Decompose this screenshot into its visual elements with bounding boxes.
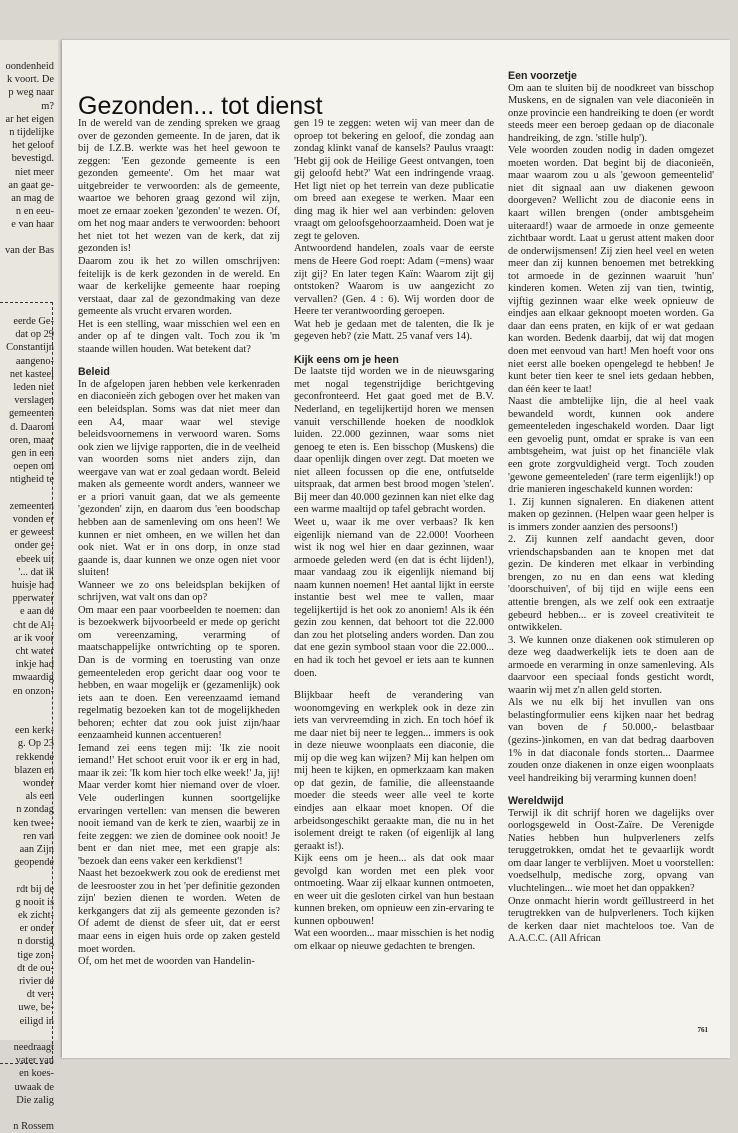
previous-page-line: p weg naar bbox=[8, 87, 54, 99]
paragraph: 2. Zij kunnen zelf aandacht geven, door vriendschapsbanden aan te knopen met dat gezin. De kinderen met elkaar in verbinding brengen, zo nu en dan eens wat kleding 'doorschuiven', of bij tijd en wijle eens een attentie brengen, als we zelf ook een extraatje gebeurd hebben... er is zoveel creativiteit te ontwikkelen. bbox=[508, 534, 714, 634]
previous-page-line: onder ge- bbox=[14, 540, 54, 552]
article-title: Gezonden... tot dienst bbox=[78, 92, 323, 120]
previous-page-line: Die zalig bbox=[16, 1094, 54, 1106]
previous-page-line: en koes- bbox=[19, 1068, 54, 1080]
paragraph: Of, om het met de woorden van Handelin- bbox=[78, 956, 255, 968]
previous-page-line: als een bbox=[25, 791, 54, 803]
paragraph: Weet u, waar ik me over verbaas? Ik ken eigenlijk niemand van de 22.000! Voorheen wist ik nog wel hier en daar gezinnen, waar armoede geleden werd (en dat is écht lijden!), maar vandaag zou ik eigenlijk niemand bij naam kunnen noemen! Het aantal lijkt in eerste instantie best wel mee te vallen, maar tegelijkertijd is het ook zo anoniem! Als ik één gezin zou kennen, dat behoort tot die 22.000 dan zou het plotseling anders worden. Dan zou dat ene gezin symbool staan voor die 22.000... en had ik toch het gevoel er iets aan te kunnen doen. bbox=[294, 516, 494, 679]
section-heading: Wereldwijd bbox=[508, 795, 564, 808]
previous-page-line: bevestigd. bbox=[11, 153, 54, 165]
previous-page-line: rekkende bbox=[15, 751, 54, 763]
paragraph: Als we nu elk bij het invullen van ons belastingformulier eens kijken naar het bedrag van boven de ƒ 50.000,- belastbaar (gezins-)inkomen, en van dat bedrag daarboven 1% in dat diaconale fonds storten... Daarmee zouden onze diakenen in onze eigen woonplaats veel handreiking bij verarming kunnen doen! bbox=[508, 697, 714, 784]
previous-page-line: eiligd in bbox=[19, 1015, 54, 1027]
previous-page-line: Constantijn bbox=[6, 342, 54, 354]
previous-page-line: ar ik voor bbox=[13, 632, 54, 644]
previous-page-line: ntigheid te bbox=[9, 474, 54, 486]
magazine-page bbox=[62, 40, 730, 1058]
previous-page-line: ken twee- bbox=[13, 817, 54, 829]
previous-page-line: dat op 29 bbox=[15, 329, 54, 341]
previous-page-line: d. Daarom bbox=[10, 421, 54, 433]
previous-page-line: vater van bbox=[15, 1055, 54, 1067]
paragraph: Wanneer we zo ons beleidsplan bekijken of schrijven, wat valt ons dan op? bbox=[78, 579, 280, 604]
previous-page-line: uwe, be- bbox=[18, 1002, 54, 1014]
paragraph: Blijkbaar heeft de verandering van woonomgeving en werkplek ook in deze zin iets van vervreemding in zich. En toch hóef ik me daar niet bij neer te leggen... immers is ook in deze nieuwe woonplaats een diaconie, die mij op die weg kan wijzen? Mij kan helpen om mij heen te kijken, en opmerkzaam kan maken op dat gezin, de familie, die alleenstaande moeder die steeds weer alle veel te korte eindjes aan elkaar moet knopen. Of die arbeidsongeschikt geraakte man, die nu in het isolement dreigt te raken (of eigenlijk al lang geraakt is!). bbox=[294, 690, 494, 852]
paragraph: In de afgelopen jaren hebben vele kerkenraden en diaconieën zich gebogen over het maken van een beleidsplan. Soms was dat niet meer dan een A4, maar waar wel stevige beleidsvoornemens in verwoord waren. Soms ook zien we lijvige rapporten, die in de veelheid van woorden soms niet anders zijn, dan weergave van wat er zoal gedaan wordt. Beleid maken als gemeente wordt anders, wanneer we er a priori vanuit gaan, dat we als gemeente 'gezonden' zijn, en daarom dus 'een boodschap hebben aan de samenleving om ons heen'! We kunnen er niet omheen, en we willen het dan ook niet. Wat er in ons dorp, in onze stad gaande is, daar kunnen we onze ogen niet voor sluiten! bbox=[78, 378, 280, 579]
paragraph: Naast het bezoekwerk zou ook de eredienst met de leesrooster zou in het 'per definitie gezonden zijn' bezien dienen te worden. Weten de kerkgangers dat zij als gemeente gezonden is? Of ademt de dienst de sfeer uit, dat er eerst maar eens in eigen huis orde op zaken gesteld moet worden. bbox=[78, 868, 280, 955]
previous-page-line: inkje had bbox=[15, 659, 54, 671]
previous-page-line: m? bbox=[41, 100, 54, 112]
previous-page-line: net kasteel bbox=[9, 368, 54, 380]
previous-page-line: wonder bbox=[22, 778, 54, 789]
previous-page-line: oepen om bbox=[13, 461, 54, 473]
previous-page-line: gemeenten bbox=[8, 408, 54, 420]
paragraph: gen 19 te zeggen: weten wij van meer dan de oproep tot bekering en geloof, die zondag aan zondag klinkt vanaf de kansels? Paulus vraagt: 'Hebt gij ook de Heilige Geest ontvangen, toen gij geloofd hebt?' Wat een indringende vraag. Het ligt niet op het terrein van deze publicatie om breed aan exegese te werken. Maar een ding mag ik hier wel aan verbinden: geloven vraagt om geloofsgehoorzaamheid. Doen wat je zegt te geloven. bbox=[294, 118, 494, 242]
previous-page-line: pperwater bbox=[12, 593, 54, 605]
previous-page-line: n dorstig bbox=[17, 936, 54, 948]
previous-page-line: verslagen bbox=[14, 395, 54, 407]
paragraph: Antwoordend handelen, zoals vaar de eerste mens de Heere God roept: Adam (=mens) waar zijt gij? En later tegen Kaïn: Waarom zijt gij ontstoken? Waarom is uw aangezicht zo vervallen? (Gen. 4 : 6). Wij worden door de Heere ter verantwoording geroepen. bbox=[294, 243, 494, 318]
paragraph-gap bbox=[78, 356, 280, 366]
column-1 bbox=[78, 118, 280, 969]
section-heading: Beleid bbox=[78, 366, 110, 379]
section-heading: Een voorzetje bbox=[508, 70, 577, 82]
previous-page-line: ebeek uit bbox=[16, 553, 54, 565]
previous-page-line: an mag de bbox=[11, 193, 54, 204]
column-3 bbox=[508, 70, 714, 946]
previous-page-line: uwaak de bbox=[14, 1081, 54, 1093]
paragraph: Om aan te sluiten bij de noodkreet van bisschop Muskens, en de signalen van vele diaconieën in onze provincie een handreiking te doen (er wordt steeds meer een beroep gedaan op de diaconale handreiking, de zgn. 'stille hulp'). bbox=[508, 82, 714, 144]
paragraph: Iemand zei eens tegen mij: 'Ik zie nooit iemand!' Het schoot eruit voor ik er erg in had, maar ik zei: 'Ik kom hier toch elke week!' Ja, jij! Maar verder komt hier niemand over de vloer. Vele ouderlingen kunnen soortgelijke ervaringen vertellen: van mensen die beweren nooit iemand van de kerk te zien, waarbij ze in feite zeggen: we zien de dominee ook nooit! Je bent er dan niet mee, met een grapje als: 'bezoek dan eens vaker een kerkdienst'! bbox=[78, 742, 280, 867]
previous-page-line: k voort. De bbox=[6, 74, 54, 86]
paragraph: In de wereld van de zending spreken we graag over de gezonden gemeente. In de jaren, dat ik bij de I.Z.B. werkte was het heel gewoon te zeggen: 'Een gezonde gemeente is een gezonden gemeente'. Om het maar wat uitgebreider te verwoorden: als de gemeente, waartoe we behoren graag gezond wil zijn, moet ze ernaar zoeken 'gezonden' te wezen. Of, om het nog maar anders te verwoorden: behoort het niet tot het wezen van de kerk, dat zij gezonden is! bbox=[78, 118, 280, 255]
page-number: 761 bbox=[697, 1026, 708, 1034]
previous-page-line: g. Op 23 bbox=[17, 738, 54, 750]
paragraph: Terwijl ik dit schrijf horen we dagelijks over oorlogsgeweld in Oost-Zaïre. De Verenigde Naties hebben hun hulpverleners zelfs teruggetrokken, omdat het te gevaarlijk wordt om daar langer te verblijven. Moet u voorstellen: voedselhulp, medische zorg, opvang van vluchtelingen... wie moet het dan oppakken? bbox=[508, 807, 714, 894]
previous-page-line: cht de Al- bbox=[13, 619, 54, 631]
previous-page-line: eerde Ge- bbox=[13, 316, 54, 327]
previous-page-line: ren van bbox=[23, 830, 54, 842]
paragraph: Wat een woorden... maar misschien is het nodig om elkaar op nieuwe gedachten te brengen. bbox=[294, 928, 494, 952]
previous-page-line: ek zicht- bbox=[17, 910, 54, 921]
previous-page-line: vonden er bbox=[12, 514, 54, 525]
previous-page-line: gen in een bbox=[11, 448, 54, 459]
previous-page-line: e aan de bbox=[19, 606, 54, 618]
paragraph-gap bbox=[294, 680, 494, 690]
paragraph: Vele woorden zouden nodig in daden omgezet moeten worden. Dat begint bij de diaconieën, maar waarom zou u als 'gewoon gemeentelid' niet dit signaal aan uw diakenen gewoon doorgeven? Wellicht zou de diaconie eens in kaart willen brengen (onder ambtsgeheim uiteraard!) waar de armoede in onze gemeente zichtbaar wordt. Laat u gerust attent maken door de onderwijsmensen! Zij zien heel veel en weten meer dan zij kunnen benoemen met betrekking tot armoede in de gezinnen waaruit 'hun' kinderen komen. Weten zij van tien, twintig, vijftig gezinnen waar elke week opnieuw de eindjes aan elkaar geknoopt moeten worden. Ga daar dan eens praten, en kijk of er wat gedaan kan worden. Bedenk daarbij, dat wij dat mogen doen met eenvoud van hart! Men hoeft voor ons niet eerst alle boeken opengelegd te hebben! Je kunt beter tien keer te snel iets gedaan hebben, dan één keer te laat! bbox=[508, 145, 714, 395]
previous-page-line: g nooit is bbox=[15, 896, 54, 908]
previous-page-line: e van haar bbox=[11, 219, 54, 231]
previous-page-line: een kerk- bbox=[15, 725, 54, 737]
paragraph: Naast die ambtelijke lijn, die al heel vaak bewandeld wordt, kunnen ook andere gemeenteleden ingeschakeld worden. Daar ligt een gevoelig punt, omdat er sprake is van een ambtsgeheim, wat juist op het financiële vlak een grote zorgvuldigheid vergt. Toch zouden 'gewone gemeenteleden' (rare term eigenlijk!) op drie manieren ingeschakeld kunnen worden: bbox=[508, 396, 714, 496]
previous-page-line: oren, maar bbox=[9, 434, 54, 446]
previous-page-edge bbox=[0, 40, 58, 1133]
paragraph: Onze onmacht hierin wordt geïllustreerd in het terugtrekken van de hulpverleners. Toch kijken de kerken daar niet machteloos toe. Van de A.A.C.C. (All African bbox=[508, 895, 714, 945]
previous-page-line: er geweest bbox=[9, 527, 54, 539]
previous-page-line: n zondag bbox=[16, 804, 54, 816]
paragraph: 1. Zij kunnen signaleren. En diakenen attent maken op gezinnen. (Helpen waar geen helper is is immers zonder aanzien des persoons!) bbox=[508, 496, 714, 533]
previous-page-line: mwaardig bbox=[12, 672, 54, 684]
previous-page-line: '... dat ik bbox=[18, 566, 54, 578]
paragraph: Om maar een paar voorbeelden te noemen: dan is bezoekwerk bijvoorbeeld er mede op gericht om vereenzaming, verarming of maatschappelijke ontwrichting op te sporen. Dan is de vorming en toerusting van onze gemeenteleden erop gericht daar oog voor te hebben, en waar mogelijk er (gezamenlijk) ook iets aan te doen. Een vereenzaamd iemand regelmatig bezoeken kan tot de mogelijkheden behoren; echter dat zou ook juist zijn/haar eenzaamheid kunnen accentueren! bbox=[78, 604, 280, 742]
previous-page-line: needraagt bbox=[13, 1042, 54, 1053]
section-heading: Kijk eens om je heen bbox=[294, 353, 399, 366]
previous-page-line: zemeenten bbox=[9, 500, 54, 512]
previous-page-line: rivier de bbox=[19, 976, 54, 987]
paragraph: Wat heb je gedaan met de talenten, die Ik je gegeven heb? (zie Matt. 25 vanaf vers 14). bbox=[294, 318, 494, 343]
paragraph: Daarom zou ik het zo willen omschrijven: feitelijk is de kerk gezonden in de wereld. En waar de kerkelijke gemeente haar roeping verstaat, daar zal de gezondmaking van deze gemeente als vrucht ervaren worden. bbox=[78, 256, 280, 318]
previous-page-line: en onzon- bbox=[12, 685, 54, 697]
previous-page-line: dt de ou- bbox=[17, 962, 54, 974]
previous-page-line: er onder bbox=[19, 923, 54, 935]
previous-page-line: niet meer bbox=[15, 166, 54, 178]
previous-page-line: dt ver- bbox=[26, 989, 54, 1001]
previous-page-line: tige zon- bbox=[17, 949, 54, 961]
previous-page-line: rdt bij de bbox=[16, 883, 54, 895]
previous-page-line: n Rossem bbox=[13, 1121, 54, 1133]
paragraph: De laatste tijd worden we in de nieuwsgaring met nogal tegenstrijdige berichtgeving geconfronteerd. Het gaat goed met de B.V. Nederland, en tegelijkertijd horen we mensen vanuit verschillende hoeken de noodklok luiden. 22.000 gezinnen, waar soms niet genoeg te eten is. Een bisschop (Muskens) die daar openlijk dingen over zegt. Dat moeten we niet alleen focussen op die ene, ontfutselde uitspraak, dat armen best brood mogen 'stelen'. Bij meer dan 40.000 gezinnen kan niet elke dag een warme maaltijd op tafel gebracht worden. bbox=[294, 366, 494, 516]
previous-page-line: leden niet bbox=[13, 382, 54, 393]
previous-page-line: aangeno- bbox=[15, 355, 54, 367]
previous-page-line: blazen en bbox=[14, 764, 54, 776]
previous-page-line: huisje had bbox=[11, 580, 54, 591]
paragraph-gap bbox=[508, 785, 714, 795]
paragraph-gap bbox=[294, 344, 494, 354]
previous-page-line: ar het eigen bbox=[5, 113, 54, 125]
paragraph: 3. We kunnen onze diakenen ook stimuleren op deze weg daadwerkelijk iets te doen aan de armoede en verarming in onze samenleving. Als daarvoor een speciaal fonds gesticht wordt, waarin wij met z'n allen geld storten. bbox=[508, 634, 714, 696]
previous-page-line: oondenheid bbox=[5, 61, 54, 72]
previous-page-line: an gaat ge- bbox=[8, 179, 54, 191]
previous-page-line: aan Zijn bbox=[19, 844, 54, 855]
paragraph: Het is een stelling, waar misschien wel een en ander op af te dingen valt. Toch zou ik 'm staande willen houden. Wat betekent dat? bbox=[78, 318, 280, 355]
previous-page-author: van der Bas bbox=[4, 245, 54, 256]
previous-page-line: n en eeu- bbox=[15, 206, 54, 218]
previous-page-line: n tijdelijke bbox=[9, 127, 54, 138]
paragraph: Kijk eens om je heen... als dat ook maar gevolgd kan worden met een plek voor ontmoeting. Waar zij elkaar kunnen ontmoeten, en weer uit die gesloten cirkel van hun bestaan kunnen breken, om opnieuw een zin-ervaring te kunnen opbouwen! bbox=[294, 853, 494, 927]
previous-page-line: geopende bbox=[14, 857, 54, 869]
column-2 bbox=[294, 118, 494, 954]
previous-page-line: het geloof bbox=[12, 140, 54, 152]
previous-page-line: cht water bbox=[15, 646, 54, 657]
